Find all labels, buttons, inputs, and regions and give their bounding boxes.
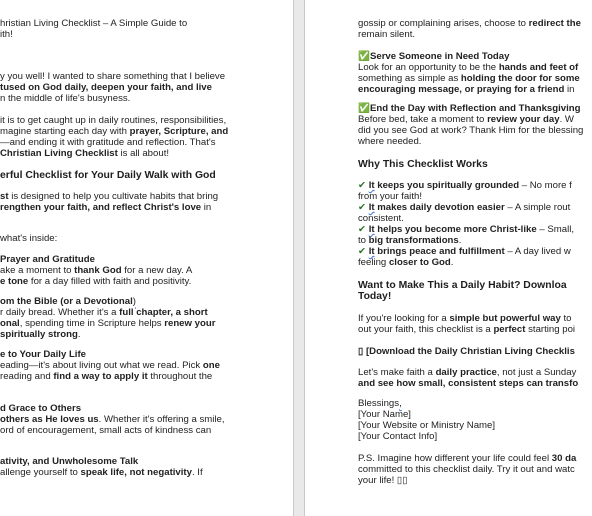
gossip-paragraph xyxy=(358,18,581,40)
text-run: Serve Someone in Need Today xyxy=(369,51,510,62)
text-run: – Small, xyxy=(536,224,574,235)
text-run: one xyxy=(202,360,220,371)
signature-block xyxy=(358,398,495,442)
text-run: eading—it's about living out what we read. Pick xyxy=(0,360,203,371)
text-run: allenge yourself to xyxy=(0,467,81,478)
text-line xyxy=(358,280,567,291)
text-run: om the Bible (or a Devotional xyxy=(0,296,133,307)
text-run: It xyxy=(368,202,375,213)
item-grace-others xyxy=(0,403,225,436)
text-run: It xyxy=(368,180,375,191)
text-line xyxy=(358,367,578,378)
section-heading-daily-habit xyxy=(358,280,567,302)
text-run: ✅ xyxy=(358,51,370,62)
text-run: your life! ▯▯ xyxy=(358,475,408,486)
text-line xyxy=(358,62,580,73)
text-line xyxy=(0,467,203,478)
text-run: ) xyxy=(132,296,136,307)
text-run: prayer, Scripture, and xyxy=(129,126,229,137)
text-line xyxy=(358,180,574,191)
text-line xyxy=(358,136,583,147)
text-run: simple but powerful way xyxy=(449,313,561,324)
text-run: to xyxy=(358,235,369,246)
text-run: for a new day. A xyxy=(121,265,193,276)
text-line xyxy=(358,103,583,114)
text-run: Prayer and Gratitude xyxy=(0,254,95,265)
text-line xyxy=(0,71,225,82)
text-line xyxy=(358,291,567,302)
text-run: did you see God at work? Thank Him for the blessing xyxy=(358,125,584,136)
text-run: 30 da xyxy=(551,453,577,464)
text-line xyxy=(0,148,228,159)
text-line xyxy=(0,276,192,287)
daily-practice-paragraph xyxy=(358,367,578,389)
text-run: holding the door for some xyxy=(460,73,580,84)
text-line xyxy=(0,349,220,360)
text-run: Let's make faith a xyxy=(358,367,436,378)
text-line xyxy=(358,202,574,213)
text-run: Before bed, take a moment to xyxy=(358,114,488,125)
text-line xyxy=(358,191,574,202)
text-run: helps you become more Christ-like xyxy=(374,224,537,235)
looking-paragraph xyxy=(358,313,575,335)
text-run: . Whether it's offering a smile, xyxy=(98,414,225,425)
text-line xyxy=(0,360,220,371)
text-run: ith! xyxy=(0,29,13,40)
text-run: hristian Living Checklist – A Simple Guide to xyxy=(0,18,188,29)
text-run: is all about! xyxy=(117,148,170,159)
text-run: perfect xyxy=(493,324,526,335)
text-line xyxy=(0,403,225,414)
text-run: If you're looking for a xyxy=(358,313,450,324)
text-run: closer to God xyxy=(388,257,451,268)
text-run: rengthen your faith, and reflect Christ's love xyxy=(0,202,202,213)
text-run: committed to this checklist daily. Try it out and watc xyxy=(358,464,575,475)
text-run: daily practice xyxy=(435,367,497,378)
text-run: ativity, and Unwholesome Talk xyxy=(0,456,139,467)
text-run: , not just a Sunday xyxy=(496,367,577,378)
text-run: It xyxy=(368,224,375,235)
text-run: speak life, not negativity xyxy=(80,467,192,478)
text-run: feeling xyxy=(358,257,389,268)
text-run: ✔ xyxy=(358,202,369,213)
text-run: , xyxy=(399,398,402,409)
text-line xyxy=(358,409,495,420)
text-run: Today! xyxy=(358,291,392,302)
why-checklist-list xyxy=(358,180,574,268)
text-run: P.S. Imagine how different your life could feel xyxy=(358,453,552,464)
text-run: big transformations xyxy=(368,235,459,246)
text-run: ✔ xyxy=(358,180,369,191)
text-run: remain silent. xyxy=(358,29,416,40)
text-run: redirect the xyxy=(528,18,581,29)
text-line xyxy=(358,257,574,268)
section-heading-why: Why This Checklist Works xyxy=(358,159,488,170)
text-run: in xyxy=(201,202,212,213)
download-checklist-link[interactable]: ▯ [Download the Daily Christian Living Checklis xyxy=(358,346,575,357)
text-run: ✅ xyxy=(358,103,370,114)
text-run: . W xyxy=(559,114,574,125)
item-prayer-gratitude xyxy=(0,254,192,287)
text-run: magine starting each day with xyxy=(0,126,130,137)
text-run: brings peace and fulfillment xyxy=(374,246,505,257)
text-run: throughout the xyxy=(147,371,213,382)
text-run: for a day filled with faith and positivity. xyxy=(28,276,192,287)
document-page-left xyxy=(0,0,293,516)
text-line xyxy=(358,398,495,409)
text-line xyxy=(358,29,581,40)
checklist-description xyxy=(0,191,218,213)
text-run: [Your Contact Info] xyxy=(358,431,438,442)
item-bible-reading xyxy=(0,296,215,340)
text-run: spiritually strong xyxy=(0,329,78,340)
text-run: y you well! I wanted to share something that I believe xyxy=(0,71,226,82)
item-negativity xyxy=(0,456,203,478)
text-line xyxy=(0,82,225,93)
text-run: e tone xyxy=(0,276,29,287)
text-run: . xyxy=(77,329,81,340)
text-run: where needed. xyxy=(358,136,422,147)
text-line xyxy=(0,318,215,329)
text-line xyxy=(358,51,580,62)
text-line xyxy=(0,18,187,29)
text-run: to xyxy=(560,313,572,324)
intro-paragraph-2 xyxy=(0,115,228,159)
document-page-right xyxy=(305,0,592,516)
text-line xyxy=(358,84,580,95)
text-line xyxy=(0,329,215,340)
text-run: from your faith! xyxy=(358,191,422,202)
text-line xyxy=(358,125,583,136)
text-line xyxy=(0,254,192,265)
item-serve-someone xyxy=(358,51,580,95)
intro-paragraph xyxy=(0,71,225,104)
text-run: . xyxy=(450,257,454,268)
text-run: out your faith, this checklist is a xyxy=(358,324,494,335)
text-run: – A simple rout xyxy=(504,202,571,213)
text-line xyxy=(0,202,218,213)
text-run: others as He loves us xyxy=(0,414,99,425)
text-run: Christian Living Checklist xyxy=(0,148,118,159)
text-run: r daily bread. Whether it's a xyxy=(0,307,120,318)
page-gutter xyxy=(293,0,305,516)
item-end-day-reflection xyxy=(358,103,583,147)
text-run: [Your Website or Ministry Name] xyxy=(358,420,496,431)
text-run: onal xyxy=(0,318,20,329)
text-run: n the middle of life's busyness. xyxy=(0,93,131,104)
text-line xyxy=(358,246,574,257)
text-run: It xyxy=(368,246,375,257)
text-line xyxy=(358,114,583,125)
text-line xyxy=(0,425,225,436)
text-run: makes daily devotion easier xyxy=(374,202,505,213)
text-run: renew your xyxy=(164,318,216,329)
text-run: Blessings xyxy=(358,398,400,409)
text-run: . If xyxy=(191,467,203,478)
text-run: it is to get caught up in daily routines, responsibilities, xyxy=(0,115,227,126)
text-run: ✔ xyxy=(358,246,369,257)
text-run: – No more f xyxy=(519,180,572,191)
text-run: keeps you spiritually grounded xyxy=(374,180,520,191)
text-line xyxy=(358,213,574,224)
text-run: Want to Make This a Daily Habit? Downloa xyxy=(358,280,567,291)
text-line xyxy=(0,126,228,137)
text-run: [Your Name] xyxy=(358,409,411,420)
text-line xyxy=(358,464,576,475)
text-line xyxy=(0,29,187,40)
document-title xyxy=(0,18,187,40)
text-line xyxy=(358,431,495,442)
text-line xyxy=(0,115,228,126)
text-run: d Grace to Others xyxy=(0,403,82,414)
text-run: Look for an opportunity to be the xyxy=(358,62,499,73)
text-run: in xyxy=(564,84,575,95)
text-run: something as simple as xyxy=(358,73,461,84)
text-run: thank God xyxy=(74,265,122,276)
text-line xyxy=(358,378,578,389)
text-line xyxy=(0,414,225,425)
text-run: —and ending it with gratitude and reflection. That's xyxy=(0,137,216,148)
text-run: is designed to help you cultivate habits that bring xyxy=(8,191,219,202)
whats-inside-label: what's inside: xyxy=(0,233,58,244)
text-run: consistent. xyxy=(358,213,404,224)
text-line xyxy=(0,137,228,148)
text-run: , spending time in Scripture helps xyxy=(19,318,165,329)
text-run: reading and xyxy=(0,371,54,382)
text-line xyxy=(0,456,203,467)
text-run: starting poi xyxy=(525,324,576,335)
text-line xyxy=(358,475,576,486)
text-run: . xyxy=(458,235,462,246)
text-line xyxy=(358,235,574,246)
text-run: full chapter, a short xyxy=(119,307,208,318)
text-run: review your day xyxy=(487,114,560,125)
text-line xyxy=(358,324,575,335)
text-run: st xyxy=(0,191,9,202)
text-line xyxy=(358,224,574,235)
text-line xyxy=(0,371,220,382)
text-line xyxy=(358,313,575,324)
text-run: ✔ xyxy=(358,224,369,235)
text-line xyxy=(358,453,576,464)
section-heading-checklist: erful Checklist for Your Daily Walk with God xyxy=(0,170,216,181)
text-run: ake a moment to xyxy=(0,265,75,276)
text-run: e to Your Daily Life xyxy=(0,349,87,360)
text-line xyxy=(0,296,215,307)
text-line xyxy=(358,18,581,29)
text-run: End the Day with Reflection and Thanksgiving xyxy=(369,103,581,114)
text-run: – A day lived w xyxy=(504,246,571,257)
text-line xyxy=(0,265,192,276)
text-run: ord of encouragement, small acts of kindness can xyxy=(0,425,212,436)
text-run: gossip or complaining arises, choose to xyxy=(358,18,529,29)
text-line xyxy=(0,93,225,104)
text-line xyxy=(358,73,580,84)
text-line xyxy=(0,307,215,318)
item-daily-life xyxy=(0,349,220,382)
text-line xyxy=(358,420,495,431)
text-run: hands and feet of xyxy=(498,62,579,73)
text-run: encouraging message, or praying for a friend xyxy=(358,84,565,95)
text-run: tused on God daily, deepen your faith, and live xyxy=(0,82,212,93)
text-line xyxy=(0,191,218,202)
ps-paragraph xyxy=(358,453,576,486)
text-run: find a way to apply it xyxy=(53,371,148,382)
text-run: and see how small, consistent steps can transfo xyxy=(358,378,579,389)
